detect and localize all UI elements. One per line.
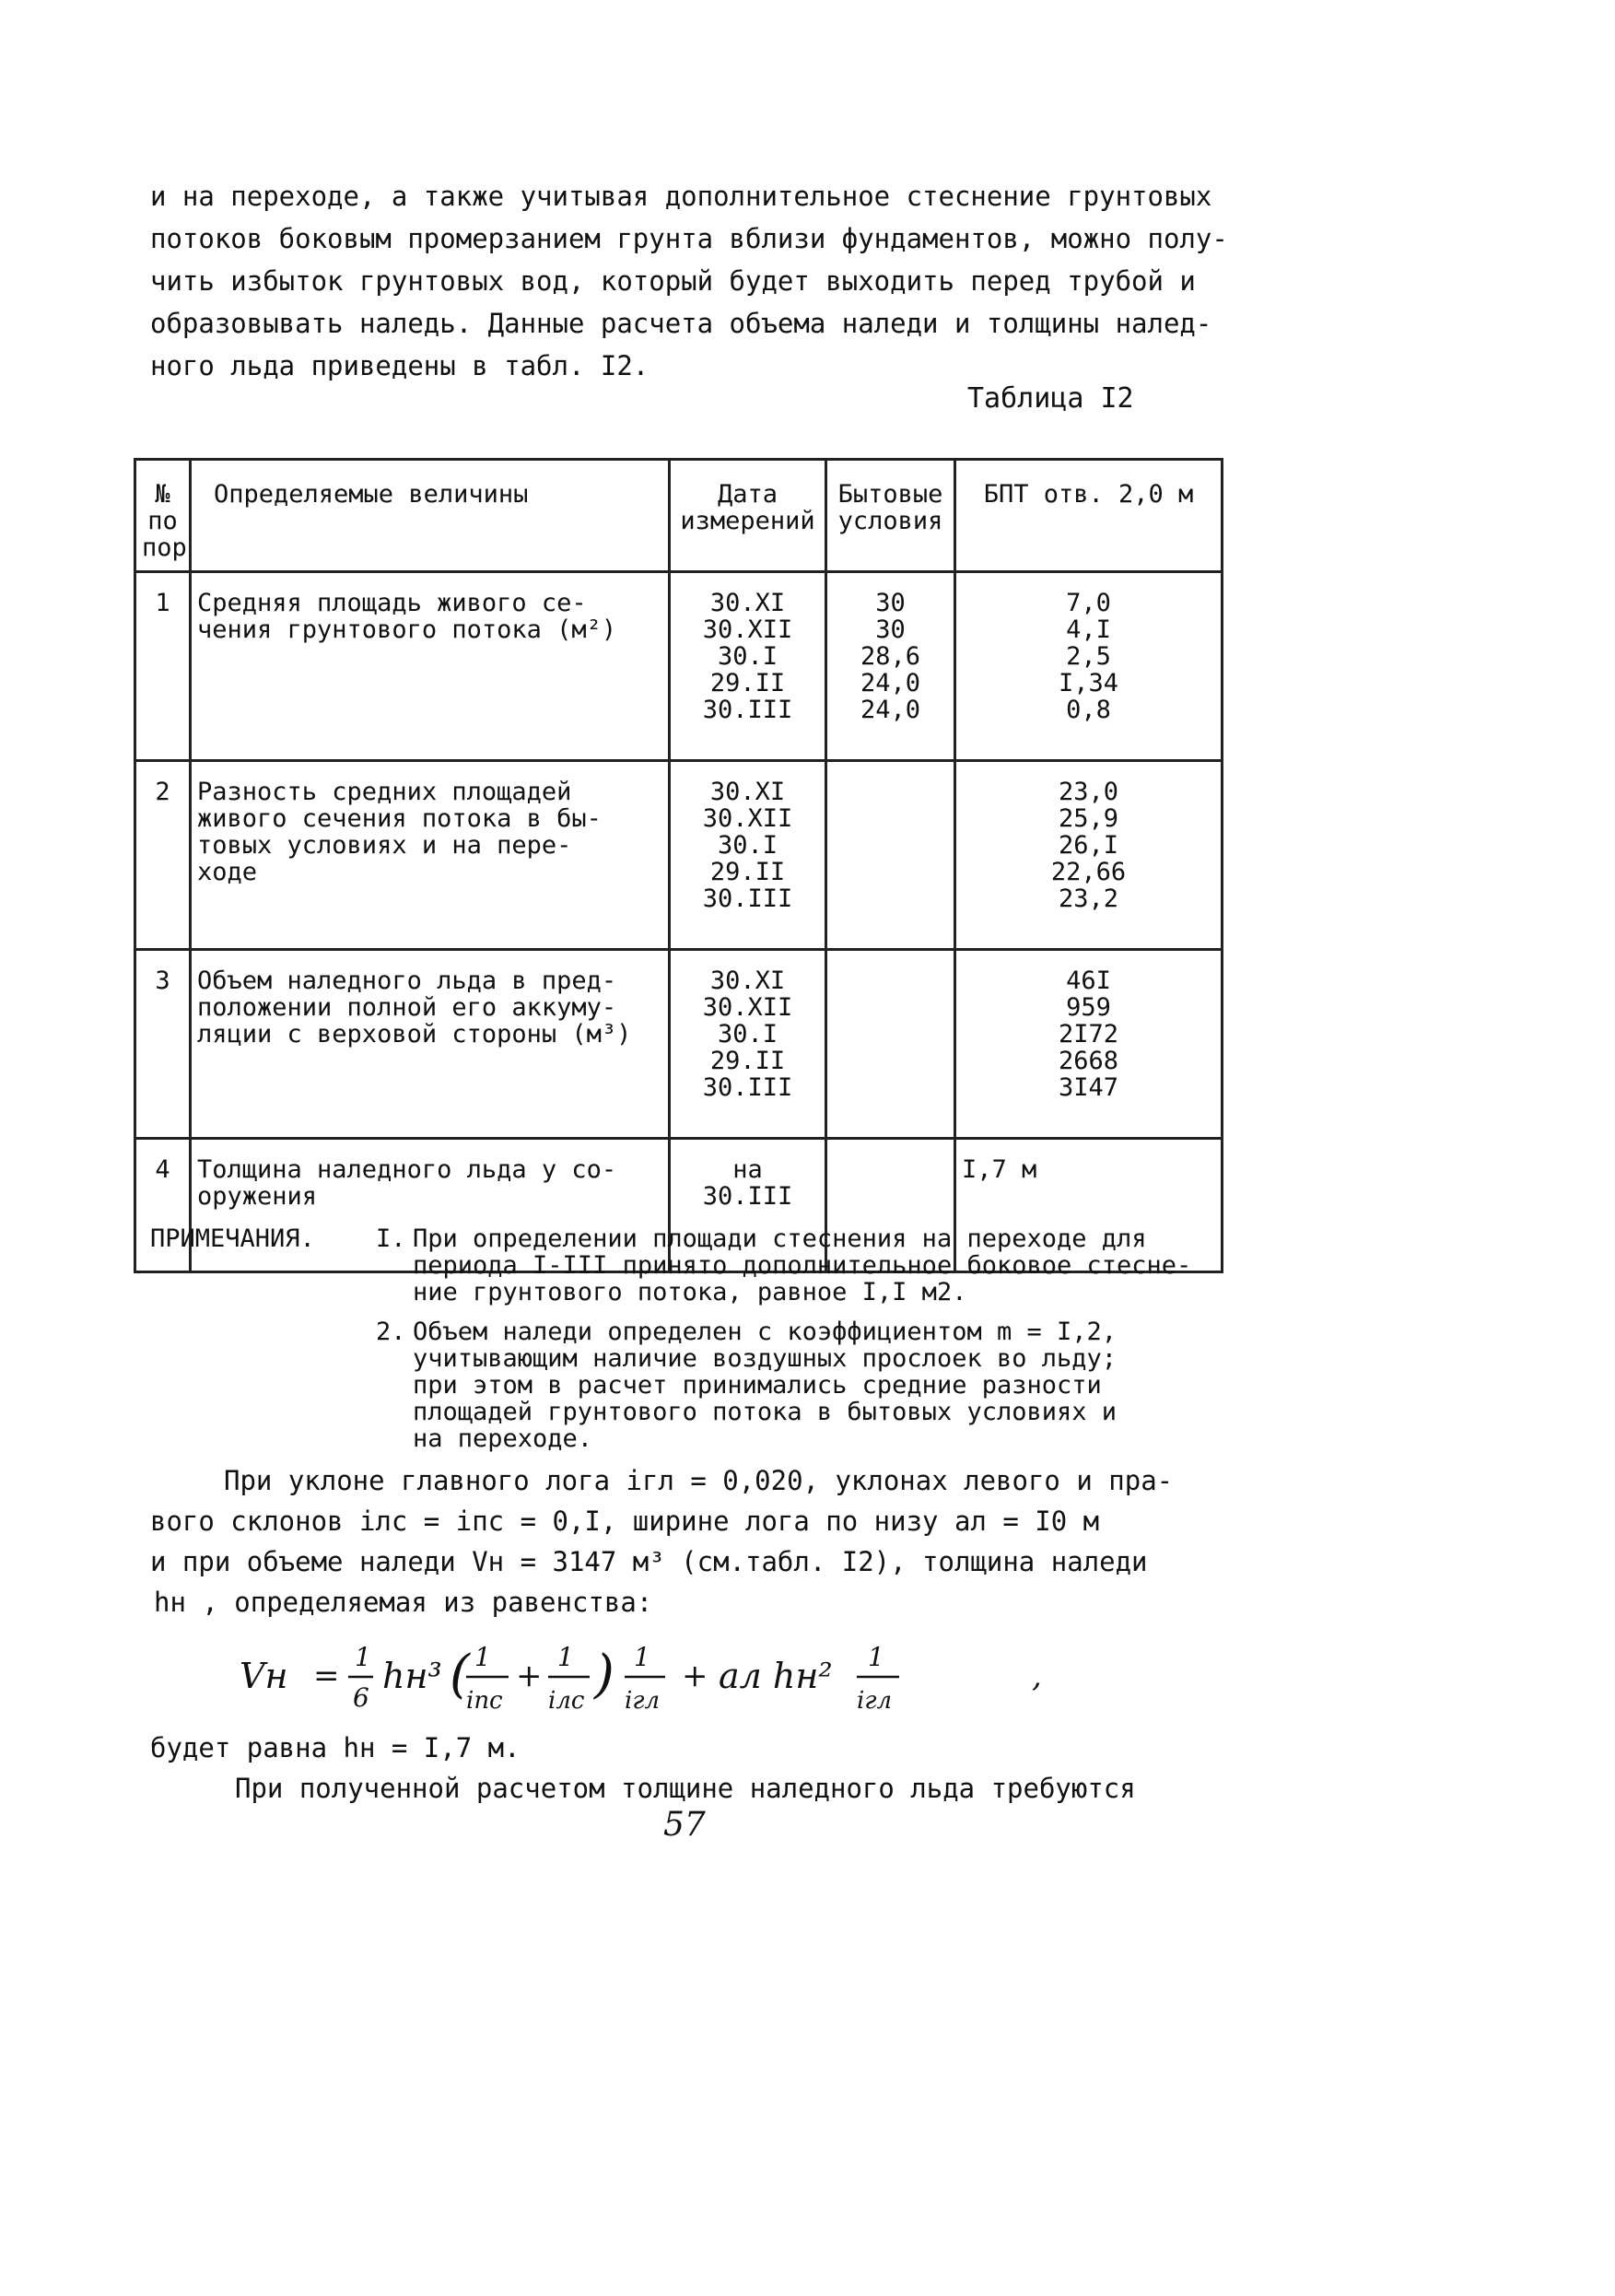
notes-label: ПРИМЕЧАНИЯ. xyxy=(150,1224,315,1253)
header-num: № по пор xyxy=(135,460,191,572)
formula-frac1-den: 6 xyxy=(353,1682,369,1713)
table-row xyxy=(135,572,1223,761)
date-value: 30.III xyxy=(702,1182,793,1211)
header-date: Дата измерений xyxy=(670,460,826,572)
header-name: Определяемые величины xyxy=(191,460,670,572)
row-name-line: ходе xyxy=(197,858,258,886)
formula-frac2-den: iпс xyxy=(466,1687,503,1715)
row-name-line: чения грунтового потока (м²) xyxy=(197,615,617,644)
bpt-value: 23,0 xyxy=(1058,778,1119,806)
note-body xyxy=(413,1225,1205,1306)
row-num: 3 xyxy=(135,950,191,1139)
condition-value: 24,0 xyxy=(860,669,921,697)
bpt-value: 46I xyxy=(1066,966,1111,995)
date-value: 30.XII xyxy=(702,993,793,1022)
formula xyxy=(240,1631,1069,1723)
condition-value: 24,0 xyxy=(860,696,921,724)
table-row xyxy=(135,950,1223,1139)
formula-svg xyxy=(240,1631,1069,1723)
date-value: 30.XI xyxy=(709,778,786,806)
date-value: 30.XI xyxy=(709,589,786,617)
row-conditions xyxy=(826,950,955,1139)
formula-frac1-num: 1 xyxy=(355,1642,371,1672)
note-line: на переходе. xyxy=(413,1424,593,1453)
paragraph-line: вого склонов iлс = iпс = 0,I, ширине лога по низу aл = I0 м xyxy=(150,1505,1100,1537)
formula-h3: hн³ xyxy=(382,1656,442,1696)
header-conditions: Бытовые условия xyxy=(826,460,955,572)
date-value: 30.I xyxy=(717,642,778,671)
row-name-line: Разность средних площадей xyxy=(197,778,572,806)
formula-frac5-den: iгл xyxy=(857,1687,893,1715)
condition-value: 30 xyxy=(875,589,906,617)
bpt-value: 25,9 xyxy=(1058,804,1119,833)
formula-frac2-num: 1 xyxy=(474,1642,491,1672)
row-bpt xyxy=(955,950,1223,1139)
date-value: 30.III xyxy=(702,1073,793,1102)
note-number: 2. xyxy=(376,1318,406,1346)
formula-frac3-num: 1 xyxy=(557,1642,574,1672)
formula-frac4-num: 1 xyxy=(634,1642,650,1672)
date-value: на xyxy=(732,1155,763,1184)
notes-section xyxy=(150,1225,1237,1465)
row-name-line: товых условиях и на пере- xyxy=(197,831,572,860)
date-value: 30.III xyxy=(702,696,793,724)
bpt-value: I,7 м xyxy=(962,1155,1037,1184)
row-name-line: оружения xyxy=(197,1182,318,1211)
data-table xyxy=(134,458,1223,1273)
result-paragraph xyxy=(150,1728,1237,1809)
row-dates xyxy=(670,572,826,761)
row-name xyxy=(191,950,670,1139)
paragraph-line: и при объеме наледи Vн = 3147 м³ (см.табл. I2), толщина наледи xyxy=(150,1546,1148,1577)
note-line: площадей грунтового потока в бытовых условиях и xyxy=(413,1398,1118,1426)
note-number: I. xyxy=(376,1224,406,1253)
note-line: ние грунтового потока, равное I,I м2. xyxy=(413,1278,967,1306)
formula-frac5-num: 1 xyxy=(868,1642,884,1672)
formula-comma: , xyxy=(1032,1658,1042,1694)
bpt-value: 0,8 xyxy=(1066,696,1111,724)
intro-paragraph xyxy=(150,175,1237,387)
note-item xyxy=(150,1225,1237,1306)
header-bpt: БПТ отв. 2,0 м xyxy=(955,460,1223,572)
row-name xyxy=(191,761,670,950)
bpt-value: I,34 xyxy=(1058,669,1119,697)
right-paren-icon: ) xyxy=(594,1645,614,1704)
left-paren-icon: ( xyxy=(450,1645,470,1704)
row-name-line: Объем наледного льда в пред- xyxy=(197,966,617,995)
date-value: 30.XII xyxy=(702,615,793,644)
table-row xyxy=(135,761,1223,950)
note-item xyxy=(150,1318,1237,1452)
date-value: 29.II xyxy=(709,858,786,886)
formula-frac3-den: iлс xyxy=(548,1687,585,1715)
bpt-value: 2668 xyxy=(1058,1047,1119,1075)
condition-value: 28,6 xyxy=(860,642,921,671)
bpt-value: 4,I xyxy=(1066,615,1111,644)
row-name-line: положении полной его аккуму- xyxy=(197,993,617,1022)
date-value: 30.III xyxy=(702,884,793,913)
bpt-value: 7,0 xyxy=(1066,589,1111,617)
formula-plus: + xyxy=(682,1658,708,1694)
row-num: 2 xyxy=(135,761,191,950)
row-name-line: Толщина наледного льда у со- xyxy=(197,1155,617,1184)
formula-a-h2: aл hн² xyxy=(719,1656,833,1696)
note-line: Объем наледи определен с коэффициентом m = I,2, xyxy=(413,1318,1118,1346)
row-name-line: живого сечения потока в бы- xyxy=(197,804,602,833)
formula-plus: + xyxy=(516,1658,543,1694)
bpt-value: 2,5 xyxy=(1066,642,1111,671)
page-number: 57 xyxy=(663,1806,706,1844)
note-line: при этом в расчет принимались средние разности xyxy=(413,1371,1102,1400)
date-value: 29.II xyxy=(709,1047,786,1075)
row-num: 1 xyxy=(135,572,191,761)
row-conditions xyxy=(826,761,955,950)
date-value: 29.II xyxy=(709,669,786,697)
note-line: периода I-III принято дополнительное боковое стесне- xyxy=(413,1251,1192,1280)
bpt-value: 3I47 xyxy=(1058,1073,1119,1102)
row-dates xyxy=(670,761,826,950)
row-name-line: Средняя площадь живого се- xyxy=(197,589,587,617)
bpt-value: 23,2 xyxy=(1058,884,1119,913)
row-name xyxy=(191,572,670,761)
row-conditions xyxy=(826,572,955,761)
intro-line: ного льда приведены в табл. I2. xyxy=(150,350,650,381)
result-line: будет равна hн = I,7 м. xyxy=(150,1732,521,1763)
bpt-value: 959 xyxy=(1066,993,1111,1022)
date-value: 30.I xyxy=(717,1020,778,1048)
bpt-value: 22,66 xyxy=(1050,858,1127,886)
date-value: 30.XII xyxy=(702,804,793,833)
formula-frac4-den: iгл xyxy=(625,1687,661,1715)
intro-line: образовывать наледь. Данные расчета объема наледи и толщины налед- xyxy=(150,308,1212,339)
bpt-value: 26,I xyxy=(1058,831,1119,860)
note-line: При определении площади стеснения на переходе для xyxy=(413,1224,1147,1253)
bpt-value: 2I72 xyxy=(1058,1020,1119,1048)
formula-lhs: Vн xyxy=(240,1656,288,1696)
note-body xyxy=(413,1318,1205,1452)
note-line: учитывающим наличие воздушных прослоек во льду; xyxy=(413,1344,1118,1373)
table-header-row xyxy=(135,460,1223,572)
intro-line: чить избыток грунтовых вод, который будет выходить перед трубой и xyxy=(150,265,1196,297)
formula-eq: = xyxy=(313,1658,340,1694)
date-value: 30.I xyxy=(717,831,778,860)
condition-value: 30 xyxy=(875,615,906,644)
body-paragraph xyxy=(150,1460,1237,1622)
row-dates xyxy=(670,950,826,1139)
row-bpt xyxy=(955,761,1223,950)
date-value: 30.XI xyxy=(709,966,786,995)
row-num: 4 xyxy=(135,1139,191,1272)
intro-line: потоков боковым промерзанием грунта вблизи фундаментов, можно полу- xyxy=(150,223,1228,254)
paragraph-line: При полученной расчетом толщине наледного льда требуются xyxy=(235,1773,1136,1804)
paragraph-line: При уклоне главного лога iгл = 0,020, уклонах левого и пра- xyxy=(224,1465,1174,1496)
paragraph-line: hн , определяемая из равенства: xyxy=(154,1587,653,1618)
table-caption: Таблица I2 xyxy=(967,382,1134,415)
row-name-line: ляции с верховой стороны (м³) xyxy=(197,1020,632,1048)
table-container xyxy=(134,458,1221,1273)
row-bpt xyxy=(955,572,1223,761)
intro-line: и на переходе, а также учитывая дополнительное стеснение грунтовых xyxy=(150,181,1212,212)
